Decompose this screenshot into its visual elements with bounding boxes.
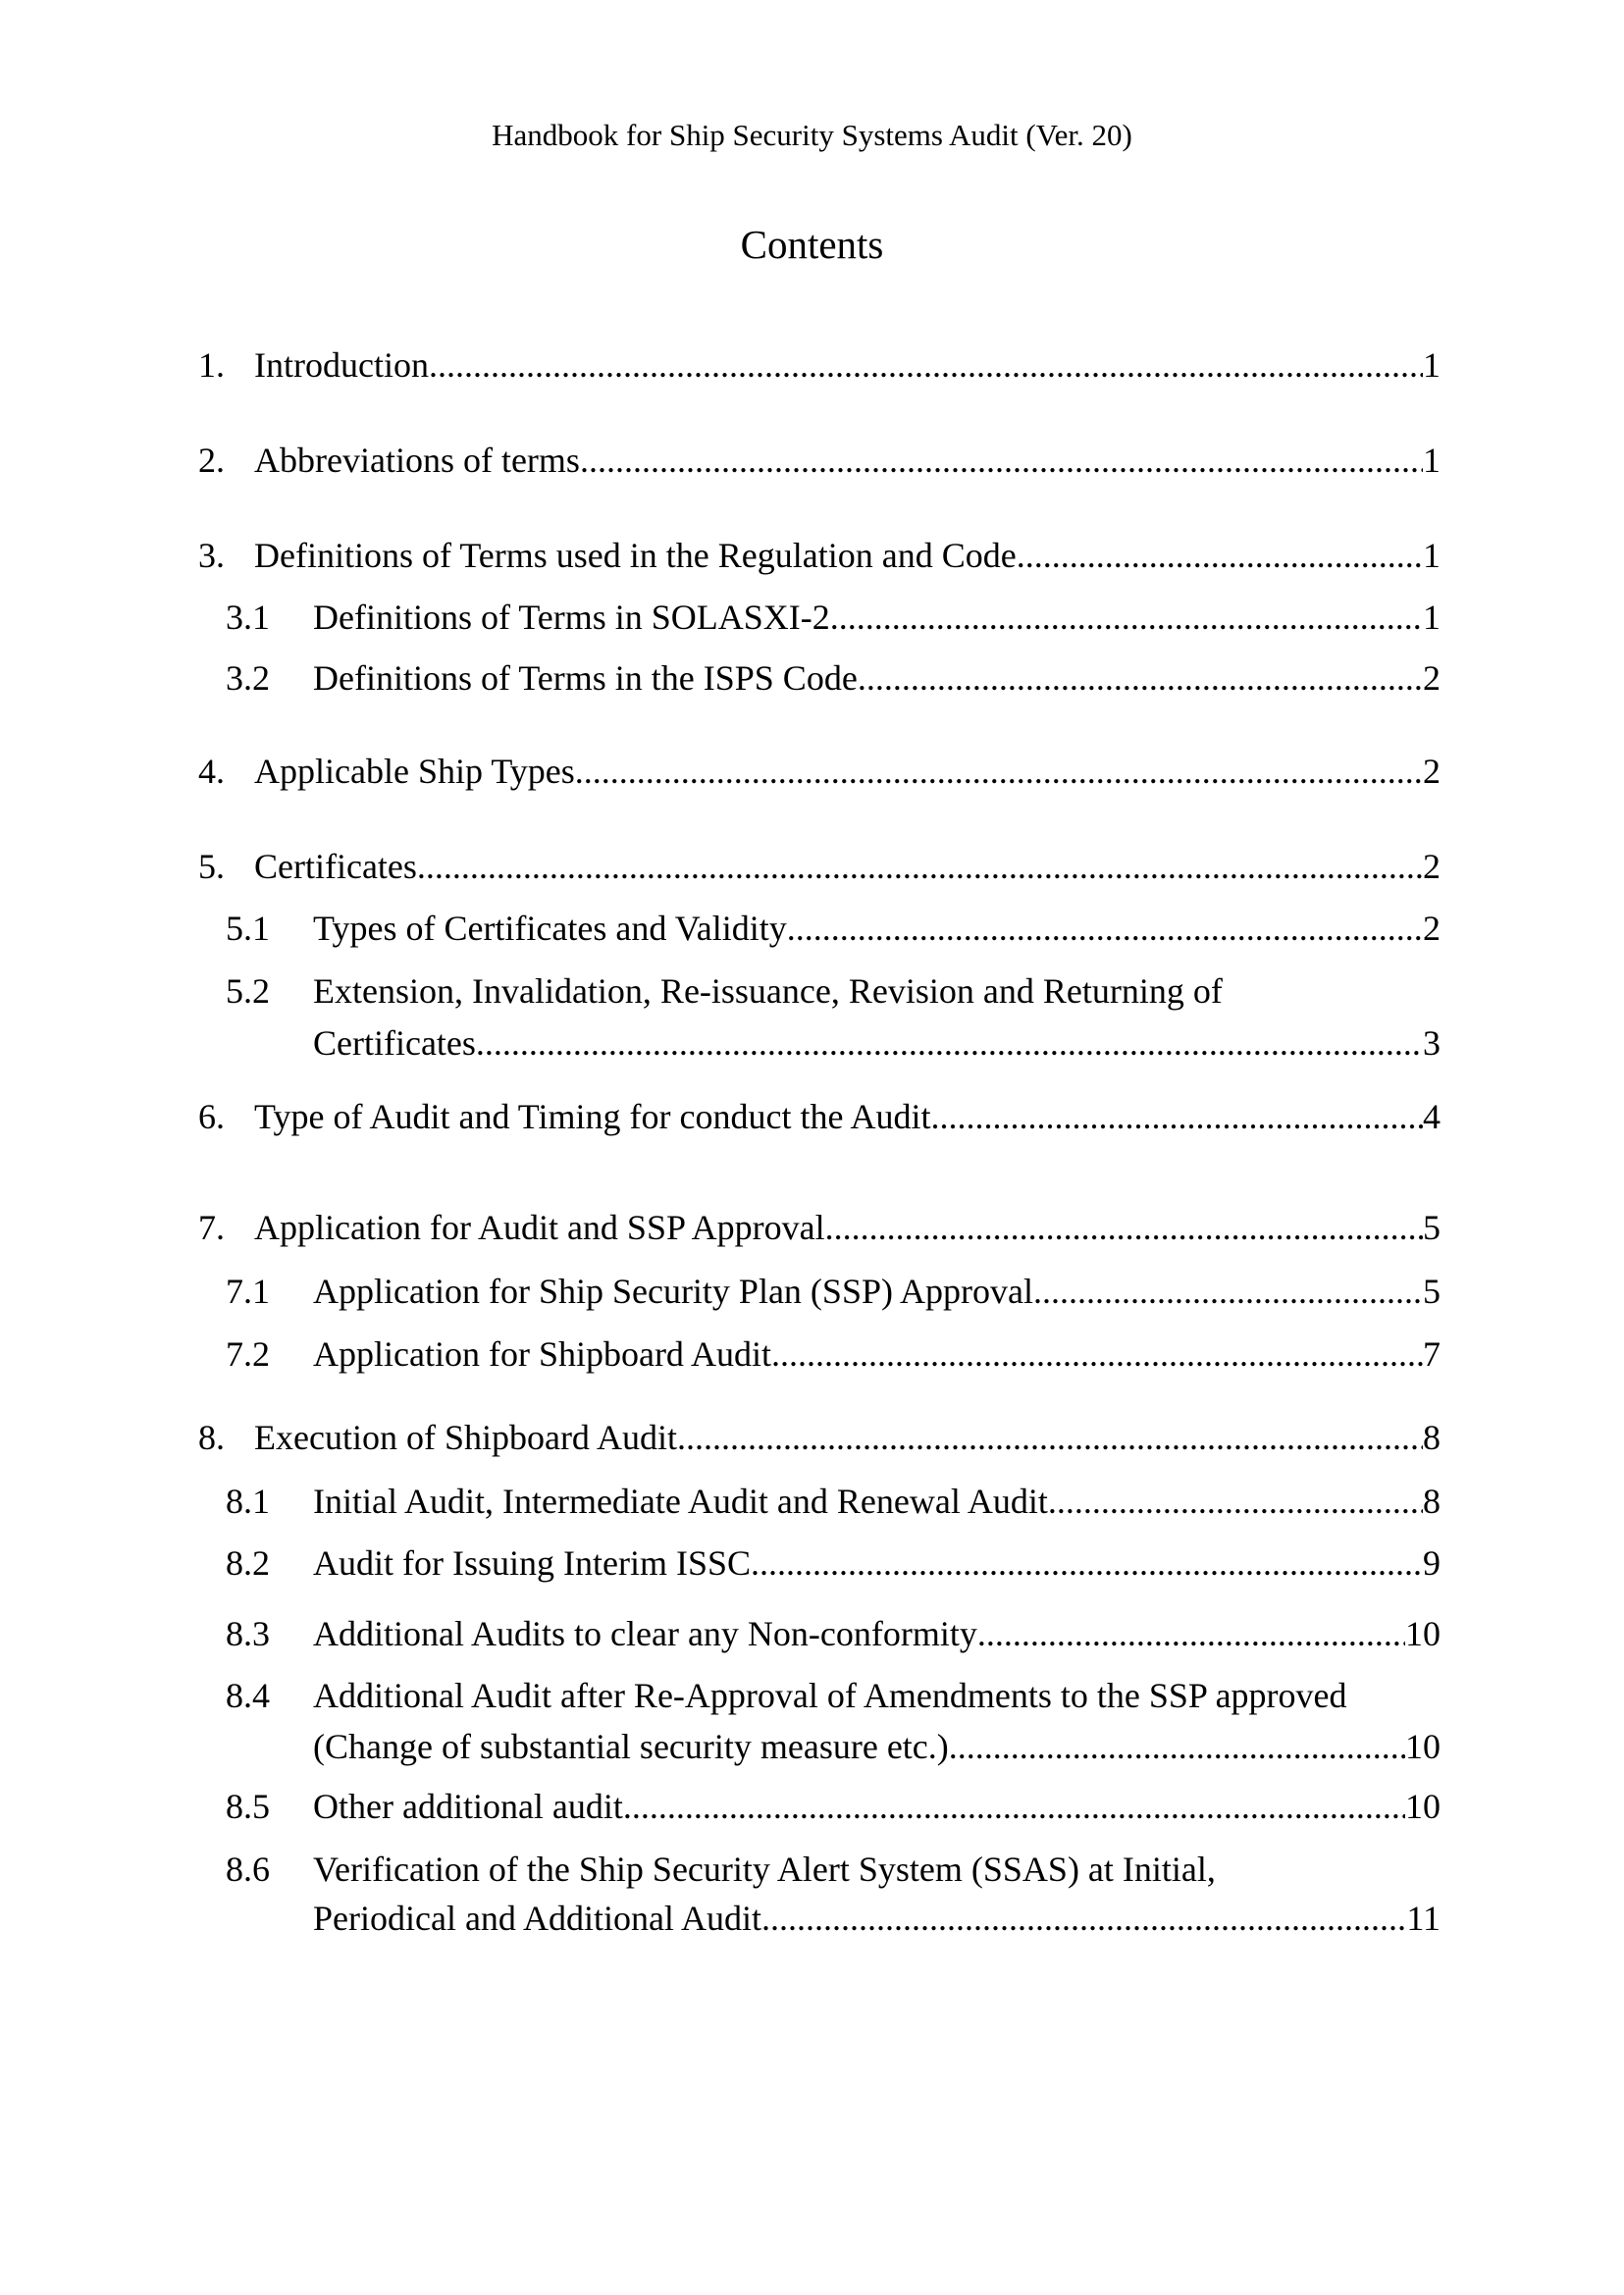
toc-entry-number: 5.2 (226, 971, 270, 1011)
toc-entry-title: Execution of Shipboard Audit (254, 1418, 677, 1457)
toc-entry[interactable] (0, 752, 1624, 791)
toc-entry[interactable] (0, 1097, 1624, 1136)
toc-entry-number: 8.2 (226, 1543, 270, 1583)
toc-entry-number: 5. (198, 847, 225, 886)
toc-entry-title: Application for Audit and SSP Approval (254, 1208, 825, 1247)
page-title: Contents (740, 222, 884, 267)
toc-entry-page: 3 (1423, 1023, 1441, 1063)
dot-leader (771, 1334, 1423, 1374)
toc-subentry[interactable] (0, 658, 1624, 698)
toc-entry-title: Additional Audits to clear any Non-conformity (313, 1614, 977, 1653)
toc-entry-page: 5 (1423, 1208, 1441, 1247)
toc-entry-number: 7.2 (226, 1334, 270, 1374)
toc-entry[interactable] (0, 345, 1624, 385)
dot-leader (751, 1543, 1423, 1583)
toc-entry-number: 8.3 (226, 1614, 270, 1653)
toc-entry-title-continued: (Change of substantial security measure etc.) (313, 1727, 949, 1766)
toc-entry-number: 5.1 (226, 909, 270, 948)
toc-entry-number: 7. (198, 1208, 225, 1247)
dot-leader (677, 1418, 1423, 1457)
toc-entry[interactable] (0, 1418, 1624, 1457)
toc-entry-number: 3.1 (226, 598, 270, 637)
dot-leader (787, 909, 1423, 948)
toc-entry-page: 2 (1423, 658, 1441, 698)
toc-entry-page: 5 (1423, 1272, 1441, 1311)
toc-entry-title: Verification of the Ship Security Alert System (SSAS) at Initial, (313, 1850, 1216, 1889)
dot-leader (1048, 1482, 1423, 1521)
dot-leader (1017, 536, 1423, 575)
toc-entry-page: 10 (1405, 1727, 1441, 1766)
toc-entry-title-continued: Periodical and Additional Audit (313, 1899, 761, 1938)
dot-leader (623, 1787, 1405, 1826)
toc-subentry[interactable] (0, 598, 1624, 637)
toc-entry-number: 8.6 (226, 1850, 270, 1889)
toc-entry-title: Other additional audit (313, 1787, 623, 1826)
dot-leader (761, 1899, 1406, 1938)
toc-entry-number: 2. (198, 441, 225, 480)
dot-leader (949, 1727, 1405, 1766)
toc-entry-page: 8 (1423, 1482, 1441, 1521)
toc-entry-title: Audit for Issuing Interim ISSC (313, 1543, 751, 1583)
dot-leader (977, 1614, 1405, 1653)
toc-entry-number: 4. (198, 752, 225, 791)
toc-subentry[interactable] (0, 1482, 1624, 1521)
toc-entry-page: 1 (1423, 536, 1441, 575)
toc-entry[interactable] (0, 441, 1624, 480)
dot-leader (476, 1023, 1423, 1063)
toc-entry-title: Extension, Invalidation, Re-issuance, Revision and Returning of (313, 971, 1223, 1011)
toc-entry-page: 1 (1423, 345, 1441, 385)
toc-entry-title: Abbreviations of terms (254, 441, 580, 480)
toc-entry-title: Additional Audit after Re-Approval of Amendments to the SSP approved (313, 1676, 1347, 1715)
toc-subentry[interactable] (0, 909, 1624, 948)
toc-entry-number: 8.1 (226, 1482, 270, 1521)
toc-entry-number: 8. (198, 1418, 225, 1457)
toc-subentry[interactable] (0, 1272, 1624, 1311)
toc-entry-number: 3. (198, 536, 225, 575)
toc-entry-page: 2 (1423, 909, 1441, 948)
toc-entry[interactable] (0, 536, 1624, 575)
toc-entry-page: 2 (1423, 847, 1441, 886)
toc-entry-title: Definitions of Terms in SOLASXI-2 (313, 598, 830, 637)
dot-leader (580, 441, 1423, 480)
toc-entry-title: Initial Audit, Intermediate Audit and Renewal Audit (313, 1482, 1048, 1521)
toc-entry-page: 1 (1423, 598, 1441, 637)
dot-leader (830, 598, 1423, 637)
dot-leader (1033, 1272, 1423, 1311)
dot-leader (930, 1097, 1423, 1136)
dot-leader (417, 847, 1423, 886)
toc-entry-title: Types of Certificates and Validity (313, 909, 787, 948)
toc-entry-title: Application for Shipboard Audit (313, 1334, 771, 1374)
toc-entry-number: 7.1 (226, 1272, 270, 1311)
toc-entry-number: 8.5 (226, 1787, 270, 1826)
running-header: Handbook for Ship Security Systems Audit (Ver. 20) (492, 118, 1132, 152)
toc-entry-page: 11 (1406, 1899, 1441, 1938)
toc-subentry[interactable] (0, 1787, 1624, 1826)
dot-leader (575, 752, 1423, 791)
toc-entry-page: 10 (1405, 1787, 1441, 1826)
dot-leader (429, 345, 1423, 385)
toc-entry-page: 1 (1423, 441, 1441, 480)
toc-subentry[interactable] (0, 1543, 1624, 1583)
toc-entry[interactable] (0, 847, 1624, 886)
toc-entry-title: Applicable Ship Types (254, 752, 575, 791)
toc-entry-page: 4 (1423, 1097, 1441, 1136)
toc-entry-title-continued: Certificates (313, 1023, 476, 1063)
toc-entry-title: Introduction (254, 345, 429, 385)
dot-leader (858, 658, 1423, 698)
toc-entry-title: Certificates (254, 847, 417, 886)
toc-entry-page: 7 (1423, 1334, 1441, 1374)
toc-entry-number: 8.4 (226, 1676, 270, 1715)
toc-entry-title: Definitions of Terms used in the Regulation and Code (254, 536, 1017, 575)
toc-entry-page: 10 (1405, 1614, 1441, 1653)
toc-subentry[interactable] (0, 1334, 1624, 1374)
toc-entry-page: 9 (1423, 1543, 1441, 1583)
toc-entry-title: Type of Audit and Timing for conduct the Audit (254, 1097, 931, 1136)
dot-leader (825, 1208, 1423, 1247)
toc-entry-number: 6. (198, 1097, 225, 1136)
toc-entry-title: Definitions of Terms in the ISPS Code (313, 658, 858, 698)
toc-entry-page: 8 (1423, 1418, 1441, 1457)
toc-entry-page: 2 (1423, 752, 1441, 791)
toc-entry-number: 3.2 (226, 658, 270, 698)
toc-entry[interactable] (0, 1208, 1624, 1247)
toc-entry-title: Application for Ship Security Plan (SSP) Approval (313, 1272, 1033, 1311)
toc-entry-number: 1. (198, 345, 225, 385)
toc-subentry[interactable] (0, 1614, 1624, 1653)
